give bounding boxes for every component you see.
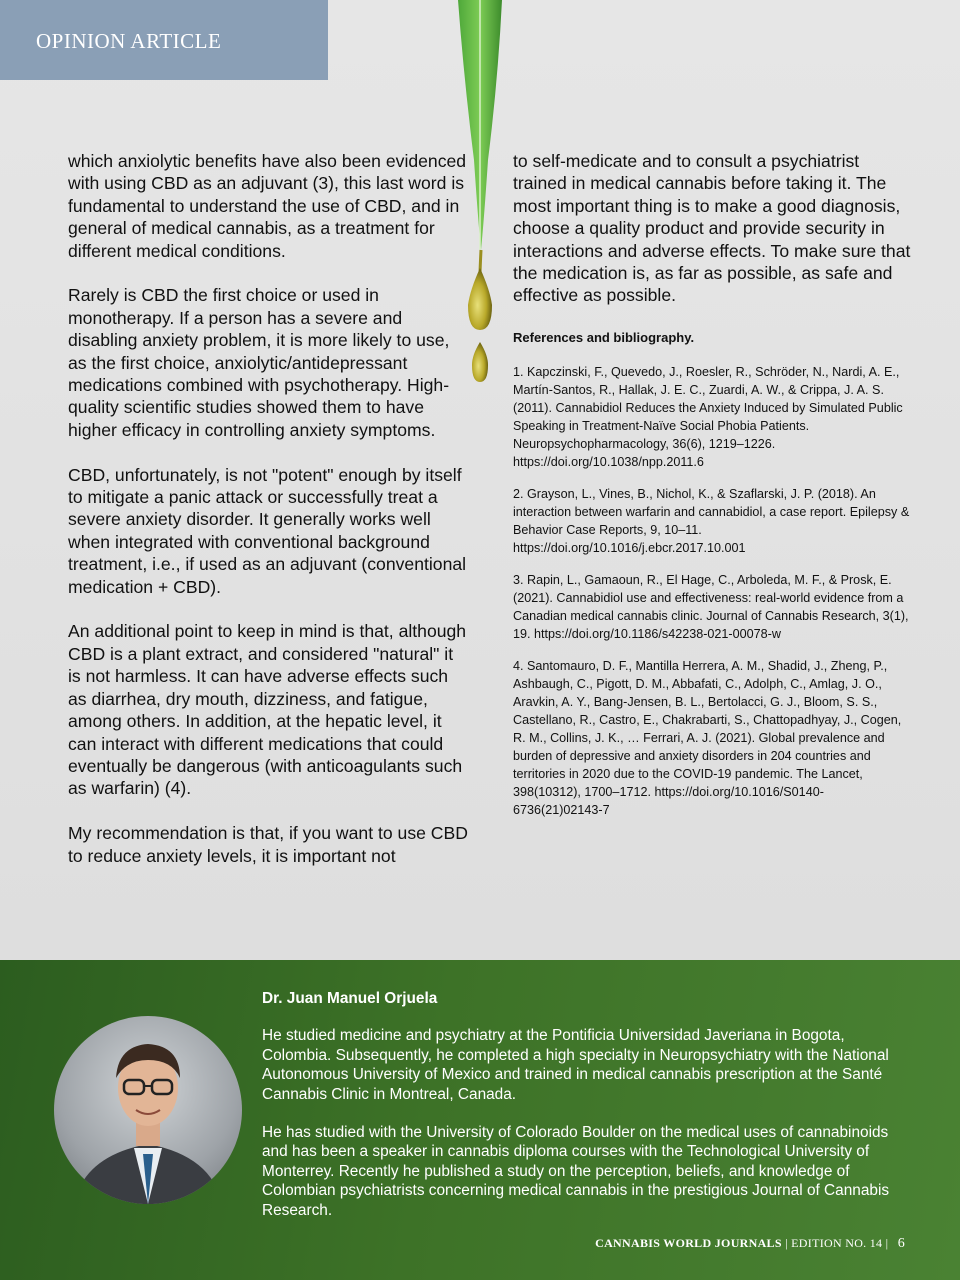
paragraph: to self-medicate and to consult a psychiatrist trained in medical cannabis before taking it. The most important thing is to make a good diagnosis, choose a quality product and provide security in interactions and adverse effects. To make sure that the medication is, as far as possible, as safe and effective as possible. — [513, 151, 911, 306]
reference-item: 2. Grayson, L., Vines, B., Nichol, K., & Szaflarski, J. P. (2018). An interaction between warfarin and cannabidiol, a case report. Epilepsy & Behavior Case Reports, 9, 10–11. https://doi.org/10.1016/j.ebcr.2017.10.001 — [513, 486, 910, 555]
author-name: Dr. Juan Manuel Orjuela — [262, 990, 438, 1007]
references-heading: References and bibliography. — [513, 329, 695, 345]
edition-label: EDITION NO. 14 — [791, 1236, 883, 1250]
paragraph: My recommendation is that, if you want to use CBD to reduce anxiety levels, it is important not — [68, 823, 468, 866]
page-number: 6 — [897, 1236, 905, 1251]
reference-item: 4. Santomauro, D. F., Mantilla Herrera, A. M., Shadid, J., Zheng, P., Ashbaugh, C., Pigott, D. M., Abbafati, C., Adolph, C., Amlag, J. O., Aravkin, A. Y., Bang-Jensen, B. L., Bertolacci, G. J., Bloom, S. S., Castellano, R., Castro, E., Chakrabarti, S., Chattopadhyay, J., Cogen, R. M., Collins, J. K., … Ferrari, A. J. (2021). Global prevalence and burden of depressive and anxiety disorders in 204 countries and territories in 2020 due to the COVID-19 pandemic. The Lancet, 398(10312), 1700–1712. https://doi.org/10.1016/S0140-6736(21)02143-7 — [513, 658, 902, 817]
author-footer — [0, 960, 960, 1280]
divider: | — [885, 1236, 892, 1250]
section-tab — [0, 0, 328, 80]
divider: | — [785, 1236, 792, 1250]
page-footer — [595, 1236, 905, 1252]
paragraph: which anxiolytic benefits have also been evidenced with using CBD as an adjuvant (3), this last word is fundamental to understand the use of CBD, and in general of medical cannabis, as a treatment for different medical conditions. — [68, 151, 467, 261]
right-column — [513, 150, 913, 833]
paragraph: Rarely is CBD the first choice or used in monotherapy. If a person has a severe and disabling anxiety problem, it is more likely to use, as the first choice, anxiolytic/antidepressant medications combined with psychotherapy. High-quality scientific studies showed them to have higher efficacy in controlling anxiety symptoms. — [68, 285, 450, 440]
reference-item: 3. Rapin, L., Gamaoun, R., El Hage, C., Arboleda, M. F., & Prosk, E. (2021). Cannabidiol use and effectiveness: real-world evidence from a Canadian medical cannabis clinic. Journal of Cannabis Research, 3(1), 19. https://doi.org/10.1186/s42238-021-00078-w — [513, 572, 909, 641]
bio-paragraph: He has studied with the University of Colorado Boulder on the medical uses of cannabinoids and has been a speaker in cannabis diploma courses with the Technological University of Monterrey. Recently he published a study on the perception, beliefs, and knowledge of Colombian psychiatrists concerning medical cannabis in the prestigious Journal of Cannabis Research. — [262, 1124, 890, 1219]
reference-item: 1. Kapczinski, F., Quevedo, J., Roesler, R., Schröder, N., Nardi, A. E., Martín-Santos, R., Hallak, J. E. C., Zuardi, A. W., & Crippa, J. A. S. (2011). Cannabidiol Reduces the Anxiety Induced by Simulated Public Speaking in Treatment-Naïve Social Phobia Patients. Neuropsychopharmacology, 36(6), 1219–1226. https://doi.org/10.1038/npp.2011.6 — [513, 364, 903, 469]
paragraph: CBD, unfortunately, is not "potent" enough by itself to mitigate a panic attack or successfully treat a severe anxiety disorder. It generally works well when integrated with conventional background treatment, i.e., if used as an adjuvant (conventional medication + CBD). — [68, 464, 467, 597]
paragraph: An additional point to keep in mind is that, although CBD is a plant extract, and considered "natural" it is not harmless. It can have adverse effects such as diarrhea, dry mouth, dizziness, and fatigue, among others. In addition, at the hepatic level, it can interact with different medications that could eventually be dangerous (with anticoagulants such as warfarin) (4). — [68, 621, 467, 799]
author-bio — [262, 989, 912, 1239]
author-avatar — [54, 1016, 242, 1204]
journal-name: CANNABIS WORLD JOURNALS — [595, 1236, 782, 1250]
section-label: OPINION ARTICLE — [36, 29, 222, 53]
left-column — [68, 150, 470, 889]
author-portrait-icon — [54, 1016, 242, 1204]
bio-paragraph: He studied medicine and psychiatry at the Pontificia Universidad Javeriana in Bogota, Colombia. Subsequently, he completed a high specialty in Neuropsychiatry with the National Autonomous University of Mexico and trained in medical cannabis prescription at the Santé Cannabis Clinic in Montreal, Canada. — [262, 1027, 889, 1103]
